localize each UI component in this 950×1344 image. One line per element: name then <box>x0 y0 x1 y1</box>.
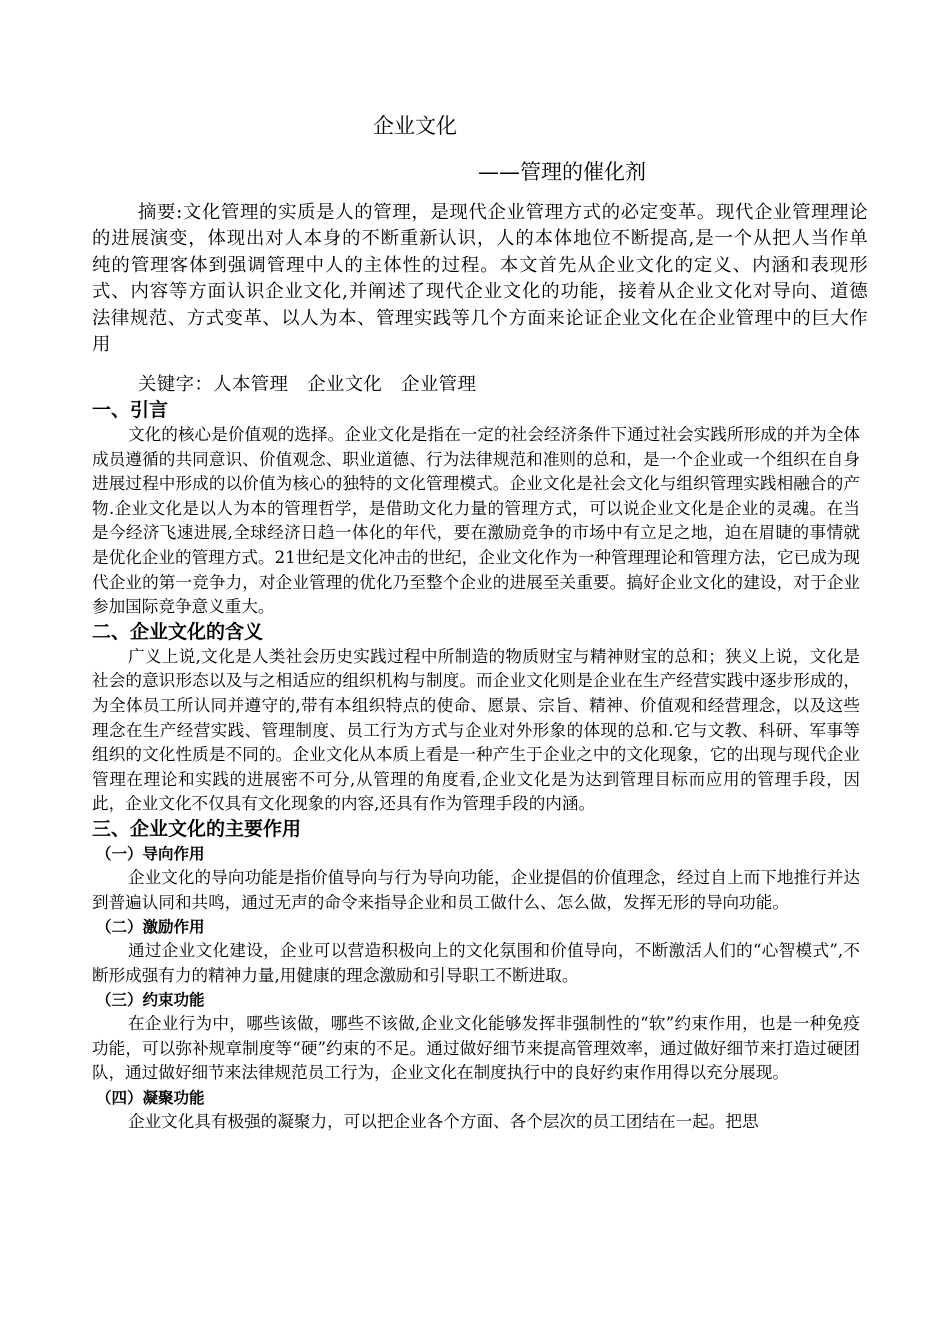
subsection-paragraph-motivation: 通过企业文化建设，企业可以营造积极向上的文化氛围和价值导向，不断激活人们的“心智模式”,不断形成强有力的精神力量,用健康的理念激励和引导职工不断进取。 <box>92 941 860 985</box>
section-paragraph-introduction: 文化的核心是价值观的选择。企业文化是指在一定的社会经济条件下通过社会实践所形成的并为全体成员遵循的共同意识、价值观念、职业道德、行为法律规范和准则的总和，是一个企业或一个组织在自身进展过程中形成的以价值为核心的独特的文化管理模式。企业文化是社会文化与组织管理实践相融合的产物.企业文化是以人为本的管理哲学，是借助文化力量的管理方式，可以说企业文化是企业的灵魂。在当是今经济飞速进展,全球经济日趋一体化的年代，要在激励竞争的市场中有立足之地，迫在眉睫的事情就是优化企业的管理方式。21世纪是文化冲击的世纪，企业文化作为一种管理理论和管理方法，它已成为现代企业的第一竞争力，对企业管理的优化乃至整个企业的进展至关重要。搞好企业文化的建设，对于企业参加国际竞争意义重大。 <box>92 425 860 617</box>
document-title: 企业文化 <box>373 114 457 138</box>
document-subtitle: ——管理的催化剂 <box>478 160 646 184</box>
subsection-paragraph-cohesion: 企业文化具有极强的凝聚力，可以把企业各个方面、各个层次的员工团结在一起。把思 <box>128 1112 759 1132</box>
subsection-heading-guidance: （一）导向作用 <box>96 844 205 863</box>
subsection-heading-constraint: （三）约束功能 <box>96 991 205 1010</box>
keywords-line: 关键字：人本管理 企业文化 企业管理 <box>138 374 477 395</box>
subsection-paragraph-constraint: 在企业行为中，哪些该做，哪些不该做,企业文化能够发挥非强制性的“软”约束作用，也是一种免疫功能，可以弥补规章制度等“硬”约束的不足。通过做好细节来提高管理效率，通过做好细节来打造过硬团队，通过做好细节来法律规范员工行为，企业文化在制度执行中的良好约束作用得以充分展现。 <box>92 1014 860 1083</box>
abstract-paragraph: 摘要:文化管理的实质是人的管理，是现代企业管理方式的必定变革。现代企业管理理论的进展演变，体现出对人本身的不断重新认识，人的本体地位不断提高,是一个从把人当作单纯的管理客体到强调管理中人的主体性的过程。本文首先从企业文化的定义、内涵和表现形式、内容等方面认识企业文化,并阐述了现代企业文化的功能，接着从企业文化对导向、道德法律规范、方式变革、以人为本、管理实践等几个方面来论证企业文化在企业管理中的巨大作用 <box>92 202 868 356</box>
subsection-heading-motivation: （二）激励作用 <box>96 918 205 937</box>
subsection-heading-cohesion: （四）凝聚功能 <box>96 1089 205 1108</box>
section-heading-meaning: 二、企业文化的含义 <box>92 620 264 643</box>
section-heading-introduction: 一、引言 <box>92 399 169 421</box>
section-paragraph-meaning: 广义上说,文化是人类社会历史实践过程中所制造的物质财宝与精神财宝的总和；狭义上说，文化是社会的意识形态以及与之相适应的组织机构与制度。而企业文化则是企业在生产经营实践中逐步形成的，为全体员工所认同并遵守的,带有本组织特点的使命、愿景、宗旨、精神、价值观和经营理念，以及这些理念在生产经营实践、管理制度、员工行为方式与企业对外形象的体现的总和.它与文教、科研、军事等组织的文化性质是不同的。企业文化从本质上看是一种产生于企业之中的文化现象，它的出现与现代企业管理在理论和实践的进展密不可分,从管理的角度看,企业文化是为达到管理目标而应用的管理手段，因此，企业文化不仅具有文化现象的内容,还具有作为管理手段的内涵。 <box>92 646 860 814</box>
section-heading-main-functions: 三、企业文化的主要作用 <box>92 817 302 840</box>
subsection-paragraph-guidance: 企业文化的导向功能是指价值导向与行为导向功能，企业提倡的价值理念，经过自上而下地推行并达到普遍认同和共鸣，通过无声的命令来指导企业和员工做什么、怎么做，发挥无形的导向功能。 <box>92 867 860 912</box>
body-content <box>92 398 860 1135</box>
